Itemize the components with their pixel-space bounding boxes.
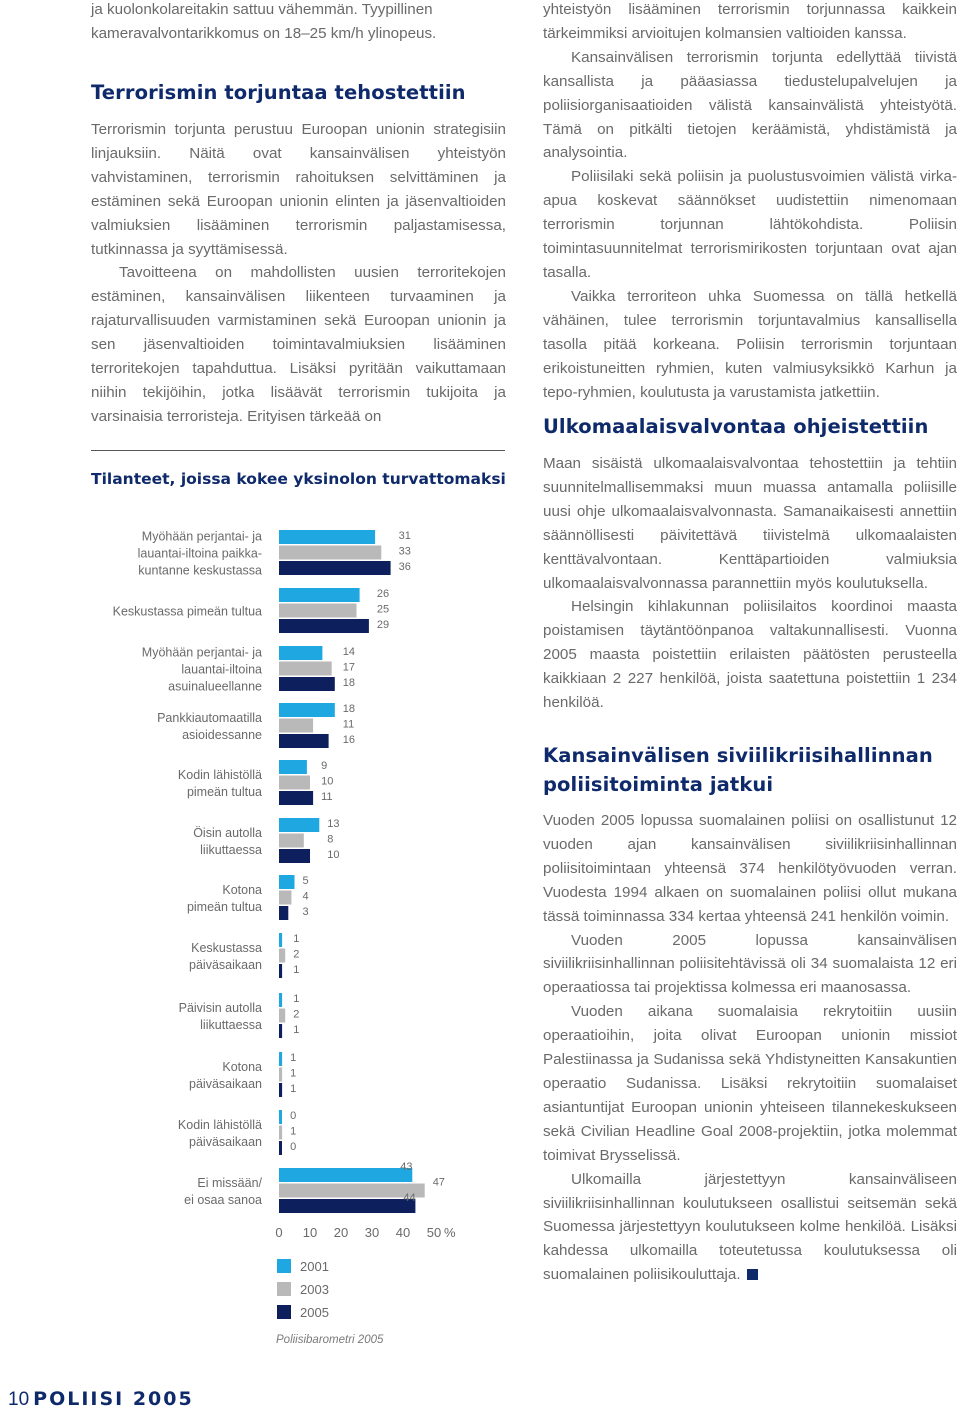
data-label: 14 <box>342 646 356 658</box>
bar-2005 <box>279 1024 282 1038</box>
bar-2005 <box>279 964 282 978</box>
bar-2005 <box>279 619 369 633</box>
paragraph: Tavoitteena on mahdollisten uusien terroritekojen estäminen, kansainvälisen liikenteen turvaaminen ja rajaturvallisuuden varmistaminen sekä Euroopan unionin ja sen jäsenvaltioiden toimintavalmiuksien lisääminen terroritekojen tapahduttua. Lisäksi pyritään vaikuttamaan niihin tekijöihin, jotka lisäävät terrorismin tukijoita ja varsinaisia terroristeja. Erityisen tärkeää on <box>91 264 506 425</box>
bar-2001 <box>279 818 319 832</box>
data-label: 1 <box>293 1024 300 1036</box>
bar-2001 <box>279 875 295 889</box>
heading-foreigner-control: Ulkomaalaisvalvontaa ohjeistettiin <box>543 415 929 438</box>
data-label: 25 <box>376 603 390 616</box>
data-label: 47 <box>432 1176 445 1189</box>
x-tick-label: 0 <box>275 1225 283 1240</box>
bar-2001 <box>279 993 282 1007</box>
bar-2003 <box>279 834 304 848</box>
chart-source: Poliisibarometri 2005 <box>276 1334 384 1346</box>
data-label: 9 <box>321 760 328 772</box>
legend-label: 2005 <box>300 1305 329 1320</box>
paragraph: Maan sisäistä ulkomaalaisvalvontaa tehostettiin ja tehtiin suunnitelmallisemmaksi muun muassa antamalla poliisille uusi ohje ulkomaalaisvalvonnasta. Samanaikaisesti annettiin säännöllisesti päivitettävä tiivistelmä ulkomaalaisten kenttävalvontaan. Kenttäpartioiden valmiuksia ulkomaalaisvalvonnassa parannettiin myös koulutuksella. <box>543 455 957 592</box>
bar-2005 <box>279 906 288 920</box>
data-label: 43 <box>400 1161 413 1173</box>
data-label: 1 <box>290 1083 297 1095</box>
publication-name: POLIISI 2005 <box>33 1388 194 1410</box>
x-tick-label: 50 <box>426 1225 442 1240</box>
data-label: 16 <box>342 734 356 746</box>
paragraph: Vuoden 2005 lopussa kansainvälisen siviilikriisinhallinnan poliisitehtävissä oli 34 suomalaista 12 eri operaatiossa tai projektissa kolmessa eri maanosassa. <box>543 931 957 997</box>
heading-terrorism: Terrorismin torjuntaa tehostettiin <box>91 81 466 104</box>
paragraph: Terrorismin torjunta perustuu Euroopan unionin strategisiin linjauksiin. Näitä ovat kansainvälisen yhteistyön vahvistaminen, terrorismin rahoituksen selvittäminen ja estäminen sekä Euroopan unionin elinten ja jäsenvaltioiden valmiuksien lisääminen terrorismin paljastamisessa, tutkinnassa ja syyttämisessä. <box>91 121 506 258</box>
data-label: 11 <box>342 718 355 731</box>
data-label: 2 <box>293 948 300 961</box>
paragraph: Helsingin kihlakunnan poliisilaitos koordinoi maasta poistamisen täytäntöönpanoa valtakunnallisesti. Vuonna 2005 maasta poistettiin erilaisten päätösten perusteella kaikkiaan 2 227 henkilöä, joista saatettuna poistettiin 1 234 henkilöä. <box>543 598 957 712</box>
category-label: Keskustassa päiväsaikaan <box>189 940 262 972</box>
data-label: 10 <box>321 775 334 788</box>
bar-2003 <box>279 1009 285 1023</box>
data-label: 0 <box>290 1110 297 1122</box>
chart-title: Tilanteet, joissa kokee yksinolon turvattomaksi <box>91 470 506 488</box>
bar-2005 <box>279 561 391 575</box>
legend-swatch <box>277 1305 291 1319</box>
bar-2003 <box>279 1068 282 1082</box>
paragraph: Kansainvälisen terrorismin torjunta edellyttää tiivistä kansallista ja pääasiassa tiedustelupalvelujen ja poliisiorganisaatioiden välistä kansainvälistä yhteistyötä. Tämä on pitkälti tietojen keräämistä, yhdistämistä ja analysointia. <box>543 48 957 162</box>
data-label: 1 <box>290 1067 297 1080</box>
bar-2003 <box>279 546 381 560</box>
bar-2001 <box>279 530 375 544</box>
data-label: 1 <box>290 1052 297 1064</box>
legend-label: 2003 <box>300 1282 329 1297</box>
bar-2001 <box>279 588 360 602</box>
bar-2001 <box>279 646 322 660</box>
bar-2003 <box>279 604 357 618</box>
bar-2005 <box>279 677 335 691</box>
bar-2003 <box>279 891 291 905</box>
data-label: 44 <box>403 1192 416 1204</box>
data-label: 0 <box>290 1141 297 1153</box>
bar-2001 <box>279 1110 282 1124</box>
category-label: Keskustassa pimeän tultua <box>112 604 262 619</box>
category-label: Öisin autolla liikuttaessa <box>193 825 262 857</box>
data-label: 29 <box>376 619 390 631</box>
data-label: 5 <box>302 875 309 887</box>
category-label: Pankkiautomaatilla asioidessanne <box>157 710 262 742</box>
bar-2001 <box>279 933 282 947</box>
data-label: 2 <box>293 1008 300 1021</box>
x-tick-label: 30 <box>364 1225 380 1240</box>
heading-crisis-management: Kansainvälisen siviilikriisihallinnan poliisitoiminta jatkui <box>543 744 933 796</box>
data-label: 1 <box>293 933 300 945</box>
paragraph: yhteistyön lisääminen terrorismin torjunnassa kaikkein tärkeimmiksi arvioitujen kolmansien valtioiden kanssa. <box>543 1 957 42</box>
data-label: 13 <box>327 818 340 830</box>
bar-2005 <box>279 849 310 863</box>
page-footer <box>8 1388 194 1411</box>
paragraph: Poliisilaki sekä poliisin ja puolustusvoimien välistä virka-apua koskevat säännökset uudistettiin nimenomaan terrorismin torjunnan lähtökohdista. Poliisin toimintasuunnitelmat terrorismirikosten torjuntaan ovat ajan tasalla. <box>543 168 957 281</box>
data-label: 17 <box>342 661 356 674</box>
data-label: 4 <box>302 890 309 903</box>
data-label: 3 <box>302 906 309 918</box>
bar-2003 <box>279 1126 282 1140</box>
bar-2005 <box>279 1199 415 1213</box>
bar-2001 <box>279 1168 412 1182</box>
intro-paragraph: ja kuolonkolareitakin sattuu vähemmän. Tyypillinen kameravalvontarikkomus on 18–25 km/h ylinopeus. <box>91 1 437 42</box>
category-label: Ei missään/ ei osaa sanoa <box>184 1175 262 1207</box>
bar-2001 <box>279 1052 282 1066</box>
data-label: 36 <box>398 561 411 573</box>
x-tick-label: 40 <box>395 1225 411 1240</box>
legend-label: 2001 <box>300 1259 329 1274</box>
category-label: Kodin lähistöllä päiväsaikaan <box>177 1117 262 1149</box>
bar-2003 <box>279 719 313 733</box>
end-mark-icon <box>747 1269 758 1280</box>
data-label: 11 <box>321 791 333 803</box>
bar-2003 <box>279 949 285 963</box>
category-label: Päivisin autolla liikuttaessa <box>178 1000 262 1032</box>
category-label: Kotona päiväsaikaan <box>189 1059 262 1091</box>
bar-2005 <box>279 791 313 805</box>
bar-2003 <box>279 662 332 676</box>
data-label: 26 <box>376 588 390 600</box>
paragraph: Vuoden 2005 lopussa suomalainen poliisi on osallistunut 12 vuoden ajan kansainvälisen siviilikriisinhallinnan poliisitoimintaan yhteensä 374 henkilötyövuoden verran. Vuodesta 1994 alkaen on suomalainen poliisi ollut mukana tässä toiminnassa 334 kertaa yhteensä 241 henkilön voimin. <box>543 812 957 925</box>
category-label: Kotona pimeän tultua <box>186 882 262 914</box>
legend-swatch <box>277 1282 291 1296</box>
paragraph <box>543 1168 957 1288</box>
data-label: 1 <box>293 964 300 976</box>
bar-2003 <box>279 776 310 790</box>
category-label: Myöhään perjantai- ja lauantai-iltoina paikka-kuntanne keskustassa <box>137 529 262 578</box>
bar-2005 <box>279 1083 282 1097</box>
data-label: 18 <box>342 677 356 689</box>
bar-2005 <box>279 1141 282 1155</box>
data-label: 18 <box>342 703 356 715</box>
paragraph-text: Ulkomailla järjestettyyn kansainväliseen siviilikriisinhallinnan koulutukseen osallistui seitsemän sekä Suomessa järjestettyyn koulutukseen kolme henkilöä. Lisäksi kahdessa ulkomailla toteutetussa koulutuksessa oli suomalainen poliisikouluttaja. <box>543 1170 957 1284</box>
bar-2001 <box>279 760 307 774</box>
category-label: Myöhään perjantai- ja lauantai-iltoina asuinalueellanne <box>141 645 262 694</box>
legend-swatch <box>277 1259 291 1273</box>
category-label: Kodin lähistöllä pimeän tultua <box>177 767 262 799</box>
x-tick-label: 20 <box>333 1225 349 1240</box>
bar-2005 <box>279 734 329 748</box>
x-unit-label: % <box>444 1225 456 1240</box>
data-label: 10 <box>327 849 340 861</box>
data-label: 33 <box>398 545 411 558</box>
paragraph: Vaikka terroriteon uhka Suomessa on tällä hetkellä vähäinen, tulee terrorismin torjuntavalmius kansallisella tasolla pitää korkeana. Poliisin terrorismin torjuntaan erikoistuneitten ryhmien, kuten valmiusyksikkö Karhun ja tepo-ryhmien, koulutusta ja varustamista jatkettiin. <box>543 287 957 401</box>
data-label: 31 <box>398 530 411 542</box>
data-label: 8 <box>327 833 334 846</box>
page-number: 10 <box>8 1389 30 1410</box>
data-label: 1 <box>293 993 300 1005</box>
bar-2001 <box>279 703 335 717</box>
paragraph: Vuoden aikana suomalaisia rekrytoitiin uusiin operaatioihin, joita olivat Euroopan unionin missiot Palestiinassa ja Sudanissa sekä Yhdistyneitten Kansakuntien operaatio Sudanissa. Lisäksi rekrytoitiin suomalaiset asiantuntijat Euroopan unionin yhteiseen tilannekeskukseen sekä Civilian Headline Goal 2008-projektiin, jotka molemmat toimivat Brysselissä. <box>543 1003 957 1164</box>
x-tick-label: 10 <box>302 1225 318 1240</box>
data-label: 1 <box>290 1125 297 1138</box>
